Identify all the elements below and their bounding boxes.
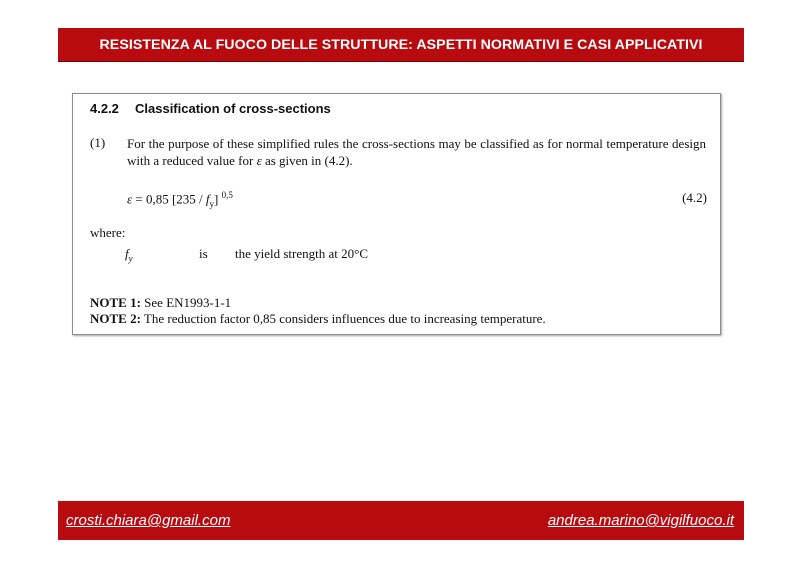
note-2 <box>90 311 546 327</box>
email-link-left[interactable]: crosti.chiara@gmail.com <box>66 512 231 529</box>
formula-4-2 <box>127 190 233 209</box>
section-title: Classification of cross-sections <box>135 101 331 116</box>
formula-fy: f <box>205 191 210 207</box>
slide-header-banner <box>58 28 744 62</box>
slide-footer-banner <box>58 501 744 540</box>
slide-title: RESISTENZA AL FUOCO DELLE STRUTTURE: ASPETTI NORMATIVI E CASI APPLICATIVI <box>99 36 703 53</box>
section-heading <box>90 101 331 116</box>
note-1-text: See EN1993-1-1 <box>140 295 232 310</box>
email-link-right[interactable]: andrea.marino@vigilfuoco.it <box>547 512 734 529</box>
note-1-label: NOTE 1: <box>90 295 141 310</box>
definition-symbol-sub: y <box>128 253 133 264</box>
paragraph-text <box>127 135 706 169</box>
definition-text: the yield strength at 20°C <box>235 246 369 261</box>
standard-excerpt-box <box>72 93 721 335</box>
note-1 <box>90 295 231 311</box>
section-number: 4.2.2 <box>90 101 119 116</box>
paragraph-text-after: as given in (4.2). <box>261 153 353 168</box>
formula-lhs: ε <box>127 191 133 207</box>
formula-reference: (4.2) <box>682 190 707 205</box>
note-2-text: The reduction factor 0,85 considers influences due to increasing temperature. <box>140 311 546 326</box>
where-label: where: <box>90 225 126 240</box>
formula-exponent: 0,5 <box>221 190 233 200</box>
paragraph-text-before: For the purpose of these simplified rules the cross-sections may be classified as for normal temperature design with a reduced value for <box>127 136 706 168</box>
paragraph-number: (1) <box>90 135 106 150</box>
definition-symbol <box>125 246 133 264</box>
formula-close: ] <box>214 191 219 207</box>
note-2-label: NOTE 2: <box>90 311 141 326</box>
definition-is: is <box>199 246 208 261</box>
definition-symbol-main: f <box>125 246 129 261</box>
formula-fy-subscript: y <box>209 198 215 209</box>
epsilon-symbol: ε <box>256 153 262 168</box>
formula-body: = 0,85 [235 / <box>132 191 206 207</box>
